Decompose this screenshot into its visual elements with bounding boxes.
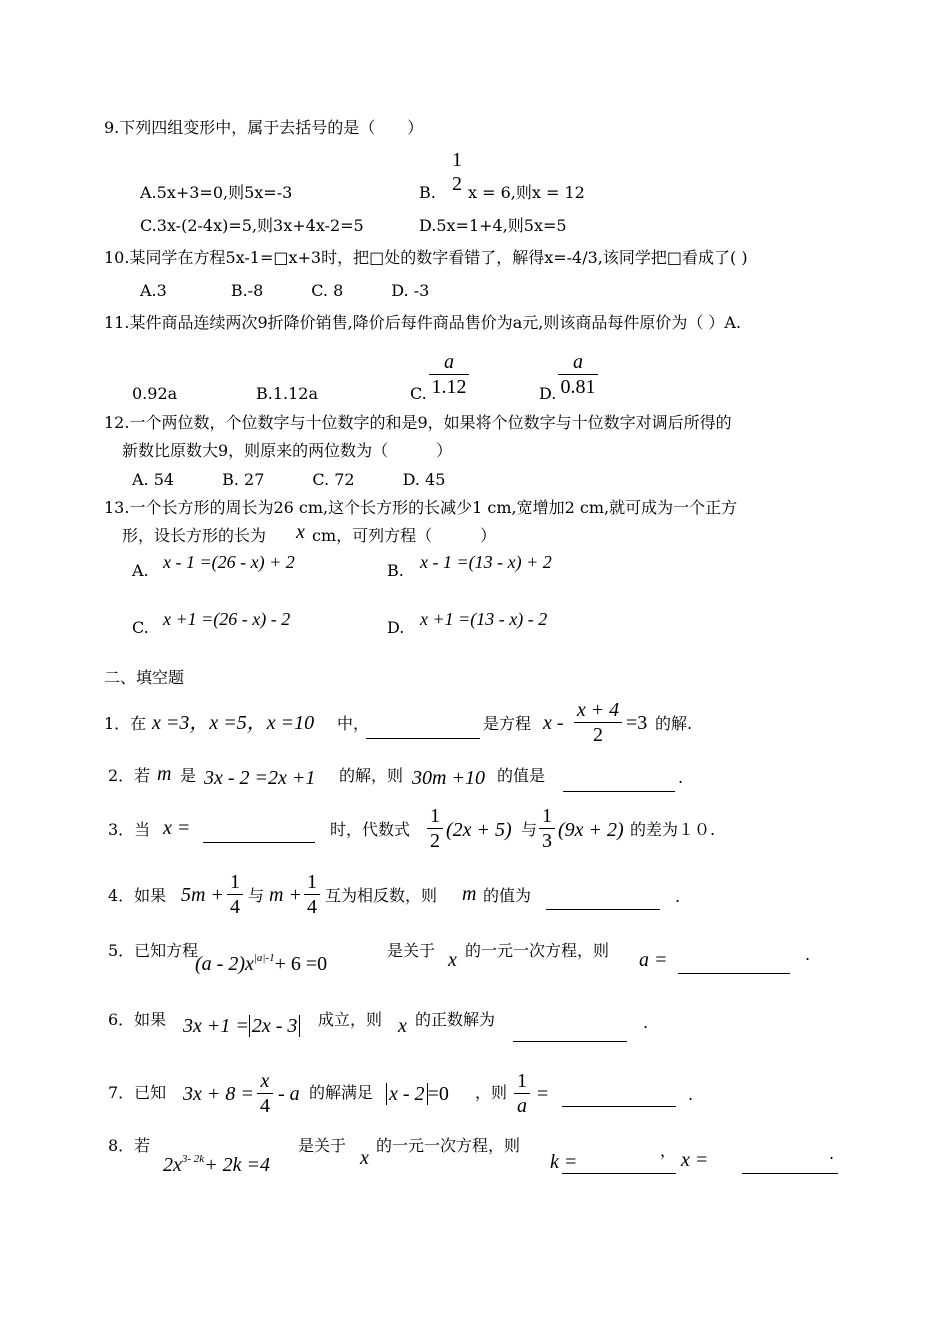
f7-n2: 1 xyxy=(517,1070,527,1092)
f5-eq-b: + 6 =0 xyxy=(274,953,328,975)
f8-mid: 是关于 xyxy=(298,1136,347,1155)
f3-n2: 1 xyxy=(542,805,552,827)
f3-x: x = xyxy=(163,817,191,839)
f7-num: x xyxy=(260,1070,270,1092)
f6-x: x xyxy=(398,1015,407,1037)
f8-comma: ， xyxy=(660,1141,677,1160)
f8-end: . xyxy=(829,1144,835,1163)
q13-d-label: D. xyxy=(387,618,405,637)
f2-end: . xyxy=(678,768,684,787)
f2-expr: 30m +10 xyxy=(412,767,485,789)
q9-option-d: D.5x=1+4,则5x=5 xyxy=(419,216,567,235)
q9-option-b-label: B. xyxy=(419,183,436,202)
f3-fraction-2 xyxy=(539,806,555,851)
f7-eq-c: =0 xyxy=(427,1083,449,1105)
q11-option-b: B.1.12a xyxy=(256,384,319,403)
f8-mid2: 的一元一次方程，则 xyxy=(376,1136,521,1155)
f7-eq-b: - a xyxy=(278,1083,300,1105)
f3-e1: (2x + 5) xyxy=(446,819,512,841)
f8-eq-b: + 2k =4 xyxy=(204,1154,271,1176)
f4-m: m xyxy=(462,883,477,905)
q9-b-num: 1 xyxy=(452,149,462,171)
f6-eq-a: 3x +1 = xyxy=(183,1015,249,1037)
f3-d2: 3 xyxy=(539,828,555,851)
f8-pre: 8．若 xyxy=(108,1136,151,1155)
q13-c-label: C. xyxy=(132,618,149,637)
f6-pre: 6．如果 xyxy=(108,1010,167,1029)
f4-n1: 1 xyxy=(230,871,240,893)
f1-fraction xyxy=(574,700,622,745)
q13-line2-var: x xyxy=(296,521,305,543)
f3-e2: (9x + 2) xyxy=(558,819,624,841)
f3-fraction-1 xyxy=(427,806,443,851)
f8-x: x xyxy=(360,1147,369,1169)
f4-a: 5m + xyxy=(181,884,224,906)
f3-d1: 2 xyxy=(427,828,443,851)
section-fill-blank-title: 二、填空题 xyxy=(104,668,185,687)
f3-post: 的差为１０. xyxy=(630,820,716,839)
q9-option-c: C.3x-(2-4x)=5,则3x+4x-2=5 xyxy=(140,216,364,235)
f2-post: 的值是 xyxy=(497,766,546,785)
f5-mid: 是关于 xyxy=(387,941,436,960)
f6-answer-blank[interactable] xyxy=(513,1041,627,1042)
f7-end: . xyxy=(688,1085,694,1104)
f4-n2: 1 xyxy=(307,871,317,893)
f1-answer-blank[interactable] xyxy=(366,738,480,739)
q13-a-eq: x - 1 =(26 - x) + 2 xyxy=(163,552,295,572)
f3-n1: 1 xyxy=(430,805,440,827)
f7-post: ，则 xyxy=(475,1083,508,1102)
q11-option-d-label: D. xyxy=(539,384,557,403)
q13-b-label: B. xyxy=(387,561,404,580)
f5-answer-blank[interactable] xyxy=(678,973,790,974)
f4-fraction-1 xyxy=(227,872,243,917)
q9-b-fraction xyxy=(447,150,467,194)
f4-post: 的值为 xyxy=(483,886,532,905)
q13-line2-a: 形，设长方形的长为 xyxy=(122,526,267,545)
f4-d1: 4 xyxy=(227,894,243,917)
f2-pre: 2．若 xyxy=(108,766,151,785)
f1-post: 的解. xyxy=(655,714,693,733)
f1-den: 2 xyxy=(574,722,622,745)
f7-d2: a xyxy=(514,1093,530,1116)
q11-d-num: a xyxy=(573,351,583,373)
f3-mid: 时，代数式 xyxy=(330,820,411,839)
q11-option-a: 0.92a xyxy=(132,384,178,403)
q13-a-label: A. xyxy=(132,561,149,580)
f8-exp: 3- 2k xyxy=(181,1153,205,1165)
q11-stem: 11.某件商品连续两次9折降价销售,降价后每件商品售价为a元,则该商品每件原价为（ ）A. xyxy=(104,313,742,332)
q10-stem: 10.某同学在方程5x-1=□x+3时，把□处的数字看错了，解得x=-4/3,该同学把□看成了( ) xyxy=(104,248,748,267)
q13-c-eq: x +1 =(26 - x) - 2 xyxy=(163,609,291,629)
q12-line2: 新数比原数大9，则原来的两位数为（ ） xyxy=(122,441,453,460)
f8-x2: x = xyxy=(681,1149,709,1171)
f3-with: 与 xyxy=(521,820,538,839)
f7-abs: x - 2 xyxy=(386,1083,428,1105)
f5-mid2: 的一元一次方程，则 xyxy=(465,941,610,960)
q13-d-eq: x +1 =(13 - x) - 2 xyxy=(420,609,548,629)
f7-answer-blank[interactable] xyxy=(562,1106,676,1107)
f2-is: 是 xyxy=(180,766,197,785)
f1-mid1: 中， xyxy=(337,714,370,733)
f8-eq-a: 2x xyxy=(163,1154,182,1176)
f2-mid: 的解，则 xyxy=(339,766,404,785)
f5-pre: 5．已知方程 xyxy=(108,941,199,960)
f6-eq xyxy=(183,1016,300,1036)
f7-abs-eq xyxy=(386,1084,449,1104)
q13-b-eq: x - 1 =(13 - x) + 2 xyxy=(420,552,552,572)
q12-line1: 12.一个两位数，个位数字与十位数字的和是9，如果将个位数字与十位数字对调后所得的 xyxy=(104,413,732,432)
q9-option-a: A.5x+3=0,则5x=-3 xyxy=(140,183,293,202)
f1-num: x + 4 xyxy=(576,699,620,721)
f5-end: . xyxy=(805,945,811,964)
f5-x: x xyxy=(448,949,457,971)
f8-x-blank[interactable] xyxy=(742,1173,838,1174)
f4-pre: 4．如果 xyxy=(108,886,167,905)
f4-b: m + xyxy=(269,884,302,906)
q11-c-den: 1.12 xyxy=(429,374,469,397)
f4-mid: 互为相反数，则 xyxy=(325,886,438,905)
f1-mid2: 是方程 xyxy=(483,714,532,733)
q11-option-c-fraction xyxy=(429,352,469,397)
f4-with: 与 xyxy=(248,886,265,905)
q9-b-den: 2 xyxy=(452,173,462,195)
f1-pre: 1．在 xyxy=(104,714,147,733)
q11-d-den: 0.81 xyxy=(558,374,598,397)
f5-eq-a: (a - 2)x xyxy=(195,953,254,975)
f8-k-blank[interactable] xyxy=(562,1173,676,1174)
f6-abs: 2x - 3 xyxy=(249,1015,301,1037)
f1-rhs: =3 xyxy=(626,712,648,734)
f4-end: . xyxy=(675,887,681,906)
f5-a: a = xyxy=(639,949,668,971)
f4-fraction-2 xyxy=(304,872,320,917)
q9-stem: 9.下列四组变形中，属于去括号的是（ ） xyxy=(104,118,424,137)
f4-answer-blank[interactable] xyxy=(546,909,660,910)
f7-mid: 的解满足 xyxy=(309,1083,374,1102)
f6-end: . xyxy=(643,1013,649,1032)
f2-answer-blank[interactable] xyxy=(563,791,675,792)
q13-line2-b: cm，可列方程（ ） xyxy=(312,526,497,545)
f7-den: 4 xyxy=(257,1093,273,1116)
f3-answer-blank[interactable] xyxy=(203,842,315,843)
f7-fraction-2 xyxy=(514,1071,530,1116)
f8-eq xyxy=(163,1154,270,1175)
f1-eqs: x =3，x =5，x =10 xyxy=(152,712,315,734)
q13-line1: 13.一个长方形的周长为26 cm,这个长方形的长减少1 cm,宽增加2 cm,就可成为一个正方 xyxy=(104,498,738,517)
f7-eq: = xyxy=(537,1083,549,1105)
f4-d2: 4 xyxy=(304,894,320,917)
f7-pre: 7．已知 xyxy=(108,1083,167,1102)
f7-eq-a: 3x + 8 = xyxy=(183,1083,254,1105)
f3-pre: 3．当 xyxy=(108,820,151,839)
f7-fraction-1 xyxy=(257,1071,273,1116)
q12-options: A. 54 B. 27 C. 72 D. 45 xyxy=(132,470,446,489)
f1-lhs: x - xyxy=(543,712,564,734)
f2-eq: 3x - 2 =2x +1 xyxy=(204,767,316,789)
f2-m: m xyxy=(157,763,172,785)
q11-c-num: a xyxy=(444,351,454,373)
f5-exp: |a|-1 xyxy=(253,952,275,964)
q9-option-b-rest: x = 6,则x = 12 xyxy=(468,183,585,202)
q11-option-c-label: C. xyxy=(410,384,427,403)
f6-mid: 成立，则 xyxy=(318,1010,383,1029)
q10-options: A.3 B.-8 C. 8 D. -3 xyxy=(140,281,430,300)
f8-k: k = xyxy=(550,1151,578,1173)
f5-eq xyxy=(195,953,327,974)
q11-option-d-fraction xyxy=(558,352,598,397)
f6-post: 的正数解为 xyxy=(415,1010,496,1029)
